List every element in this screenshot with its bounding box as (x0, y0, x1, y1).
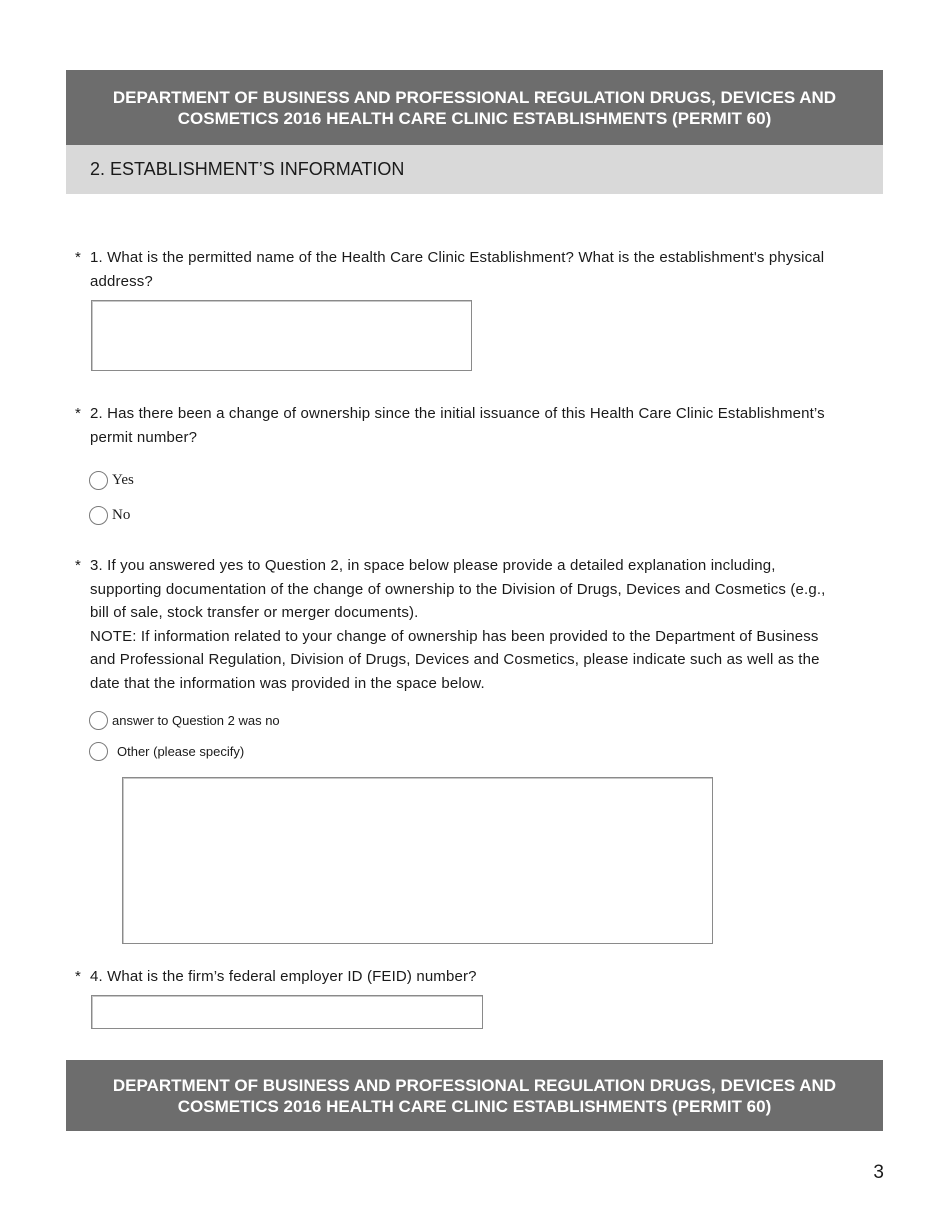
question-1 (75, 246, 845, 293)
question-3-text: 3. If you answered yes to Question 2, in space below please provide a detailed explanation including, supporting documentation of the change of ownership to the Division of Drugs, Devices and Cosmetics (e.g., bill of sale, stock transfer or merger documents). NOTE: If information related to your change of ownership has been provided to the Department of Business and Professional Regulation, Division of Drugs, Devices and Cosmetics, please indicate such as well as the date that the information was provided in the space below. (90, 557, 826, 692)
section-title: 2. ESTABLISHMENT’S INFORMATION (90, 159, 405, 179)
required-marker: * (75, 557, 81, 574)
footer-banner (66, 1060, 883, 1131)
question-2-option-no[interactable] (89, 504, 130, 526)
option-label: Other (please specify) (117, 743, 245, 759)
question-2 (75, 402, 845, 449)
footer-banner-text: DEPARTMENT OF BUSINESS AND PROFESSIONAL REGULATION DRUGS, DEVICES AND COSMETICS 2016 HEALTH CARE CLINIC ESTABLISHMENTS (PERMIT 60) (112, 1075, 837, 1116)
question-4-answer-box[interactable] (91, 995, 483, 1029)
radio-button[interactable] (89, 711, 108, 730)
option-label: Yes (112, 471, 134, 488)
question-3-option-other[interactable] (89, 740, 244, 762)
section-title-bar (66, 145, 883, 194)
radio-button[interactable] (89, 506, 108, 525)
required-marker: * (75, 968, 81, 985)
page-number: 3 (873, 1162, 884, 1183)
option-label: answer to Question 2 was no (112, 712, 280, 728)
question-1-answer-box[interactable] (91, 300, 472, 371)
question-3-option-answer-no[interactable] (89, 709, 280, 731)
question-2-text: 2. Has there been a change of ownership since the initial issuance of this Health Care Clinic Establishment’s permit number? (90, 405, 825, 446)
option-label: No (112, 506, 131, 523)
question-4 (75, 965, 845, 989)
radio-button[interactable] (89, 742, 108, 761)
question-1-text: 1. What is the permitted name of the Health Care Clinic Establishment? What is the establishment's physical address? (90, 249, 825, 290)
question-2-option-yes[interactable] (89, 469, 134, 491)
header-banner (66, 70, 883, 145)
question-4-text: 4. What is the firm’s federal employer ID (FEID) number? (90, 968, 477, 985)
question-3-answer-box[interactable] (122, 777, 713, 944)
header-banner-text: DEPARTMENT OF BUSINESS AND PROFESSIONAL REGULATION DRUGS, DEVICES AND COSMETICS 2016 HEALTH CARE CLINIC ESTABLISHMENTS (PERMIT 60) (112, 87, 837, 128)
radio-button[interactable] (89, 471, 108, 490)
required-marker: * (75, 249, 81, 266)
required-marker: * (75, 405, 81, 422)
question-3 (75, 554, 845, 695)
